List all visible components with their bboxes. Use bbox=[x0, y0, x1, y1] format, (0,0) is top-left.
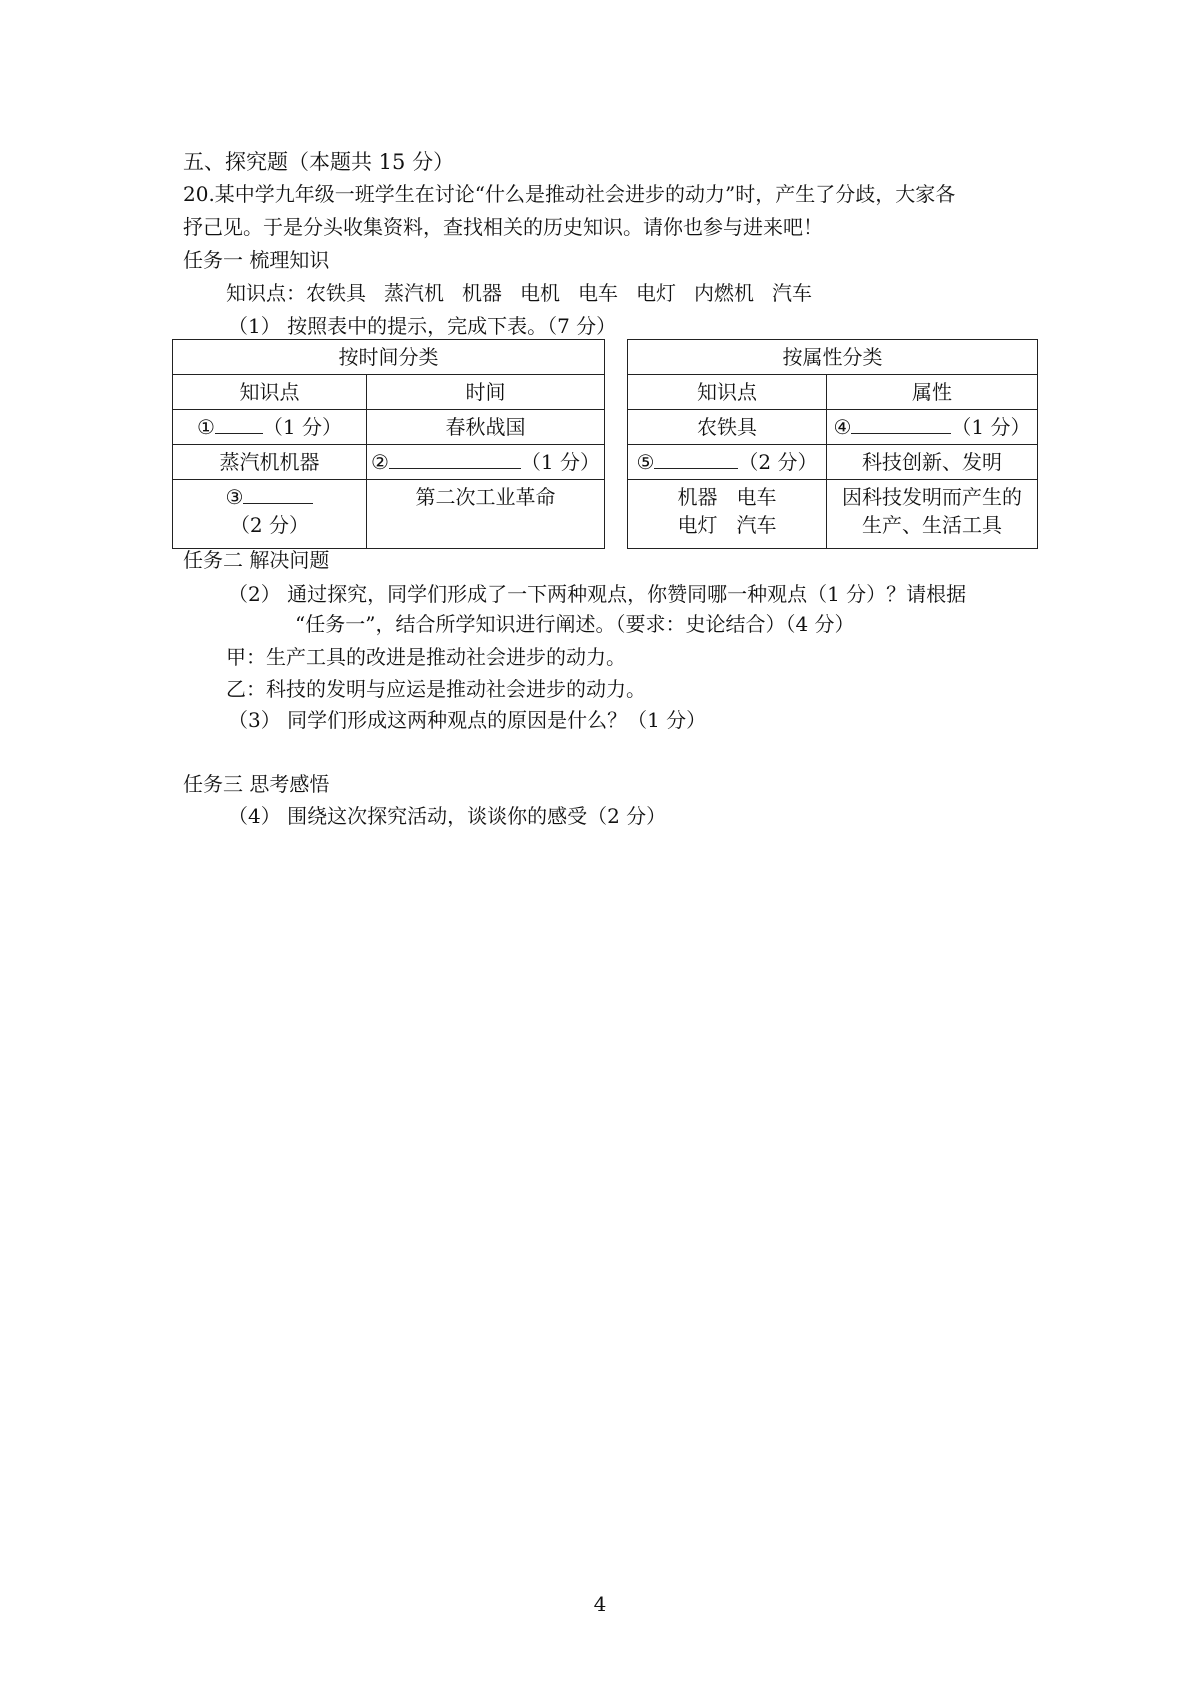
cell-attribute-3 bbox=[827, 480, 1038, 549]
question-1: （1） 按照表中的提示，完成下表。（7 分） bbox=[228, 314, 617, 338]
question-3: （3） 同学们形成这两种观点的原因是什么？（1 分） bbox=[228, 708, 707, 732]
answer-blank[interactable] bbox=[654, 450, 738, 469]
table-header-attribute: 按属性分类 bbox=[628, 340, 1038, 375]
task2-title: 任务二 解决问题 bbox=[183, 548, 330, 572]
answer-blank[interactable] bbox=[851, 415, 951, 434]
cell-attribute-2: 科技创新、发明 bbox=[827, 445, 1038, 480]
question-4: （4） 围绕这次探究活动，谈谈你的感受（2 分） bbox=[228, 804, 667, 828]
knowledge-point: 农铁具 bbox=[306, 281, 366, 305]
question-line-1: 20.某中学九年级一班学生在讨论“什么是推动社会进步的动力”时，产生了分歧，大家各 bbox=[183, 182, 956, 206]
col-header-attribute: 属性 bbox=[827, 375, 1038, 410]
knowledge-point: 汽车 bbox=[772, 281, 812, 305]
task1-title: 任务一 梳理知识 bbox=[183, 248, 330, 272]
answer-blank[interactable] bbox=[215, 415, 263, 434]
view-b: 乙：科技的发明与应运是推动社会进步的动力。 bbox=[226, 677, 646, 701]
task3-title: 任务三 思考感悟 bbox=[183, 772, 330, 796]
table-header-time: 按时间分类 bbox=[173, 340, 605, 375]
cell-time-1: 春秋战国 bbox=[366, 410, 604, 445]
cell-time-3: 第二次工业革命 bbox=[366, 480, 604, 549]
score: （2 分） bbox=[738, 450, 818, 474]
cell-knowledge-1: 农铁具 bbox=[628, 410, 827, 445]
blank-mark: ① bbox=[196, 415, 215, 439]
view-a: 甲：生产工具的改进是推动社会进步的动力。 bbox=[226, 645, 626, 669]
question-line-2: 抒己见。于是分头收集资料，查找相关的历史知识。请你也参与进来吧！ bbox=[183, 215, 823, 239]
cell-blank-5[interactable] bbox=[628, 445, 827, 480]
cell-knowledge-2: 蒸汽机机器 bbox=[173, 445, 367, 480]
knowledge-point: 电车 bbox=[578, 281, 618, 305]
knowledge-point: 内燃机 bbox=[694, 281, 754, 305]
cell-blank-4[interactable] bbox=[827, 410, 1038, 445]
blank-mark: ⑤ bbox=[636, 450, 655, 474]
cell-knowledge-3 bbox=[628, 480, 827, 549]
cell-line: 机器 电车 bbox=[677, 485, 777, 509]
score: （1 分） bbox=[951, 415, 1031, 439]
blank-mark: ③ bbox=[225, 485, 244, 509]
knowledge-prefix: 知识点： bbox=[226, 281, 306, 305]
cell-blank-2[interactable] bbox=[366, 445, 604, 480]
col-header-knowledge: 知识点 bbox=[173, 375, 367, 410]
question-2-line-2: “任务一”，结合所学知识进行阐述。（要求：史论结合）（4 分） bbox=[295, 612, 855, 636]
col-header-time: 时间 bbox=[366, 375, 604, 410]
col-header-knowledge: 知识点 bbox=[628, 375, 827, 410]
score: （2 分） bbox=[229, 513, 310, 537]
question-2-line-1: （2） 通过探究，同学们形成了一下两种观点，你赞同哪一种观点（1 分）？请根据 bbox=[228, 582, 967, 606]
answer-blank[interactable] bbox=[389, 450, 521, 469]
cell-line: 因科技发明而产生的 bbox=[842, 485, 1022, 509]
section-title: 五、探究题（本题共 15 分） bbox=[183, 150, 455, 174]
cell-line: 电灯 汽车 bbox=[677, 513, 777, 537]
blank-mark: ④ bbox=[833, 415, 852, 439]
score: （1 分） bbox=[262, 415, 342, 439]
blank-mark: ② bbox=[370, 450, 389, 474]
knowledge-point: 蒸汽机 bbox=[384, 281, 444, 305]
cell-blank-1[interactable] bbox=[173, 410, 367, 445]
page-number: 4 bbox=[593, 1592, 607, 1616]
score: （1 分） bbox=[520, 450, 600, 474]
knowledge-point: 机器 bbox=[462, 281, 502, 305]
table-by-attribute bbox=[627, 339, 1038, 549]
cell-line: 生产、生活工具 bbox=[862, 513, 1002, 537]
knowledge-point: 电机 bbox=[520, 281, 560, 305]
cell-blank-3[interactable] bbox=[173, 480, 367, 549]
knowledge-point: 电灯 bbox=[636, 281, 676, 305]
answer-blank[interactable] bbox=[243, 485, 313, 504]
table-by-time bbox=[172, 339, 605, 549]
knowledge-points bbox=[226, 279, 830, 307]
